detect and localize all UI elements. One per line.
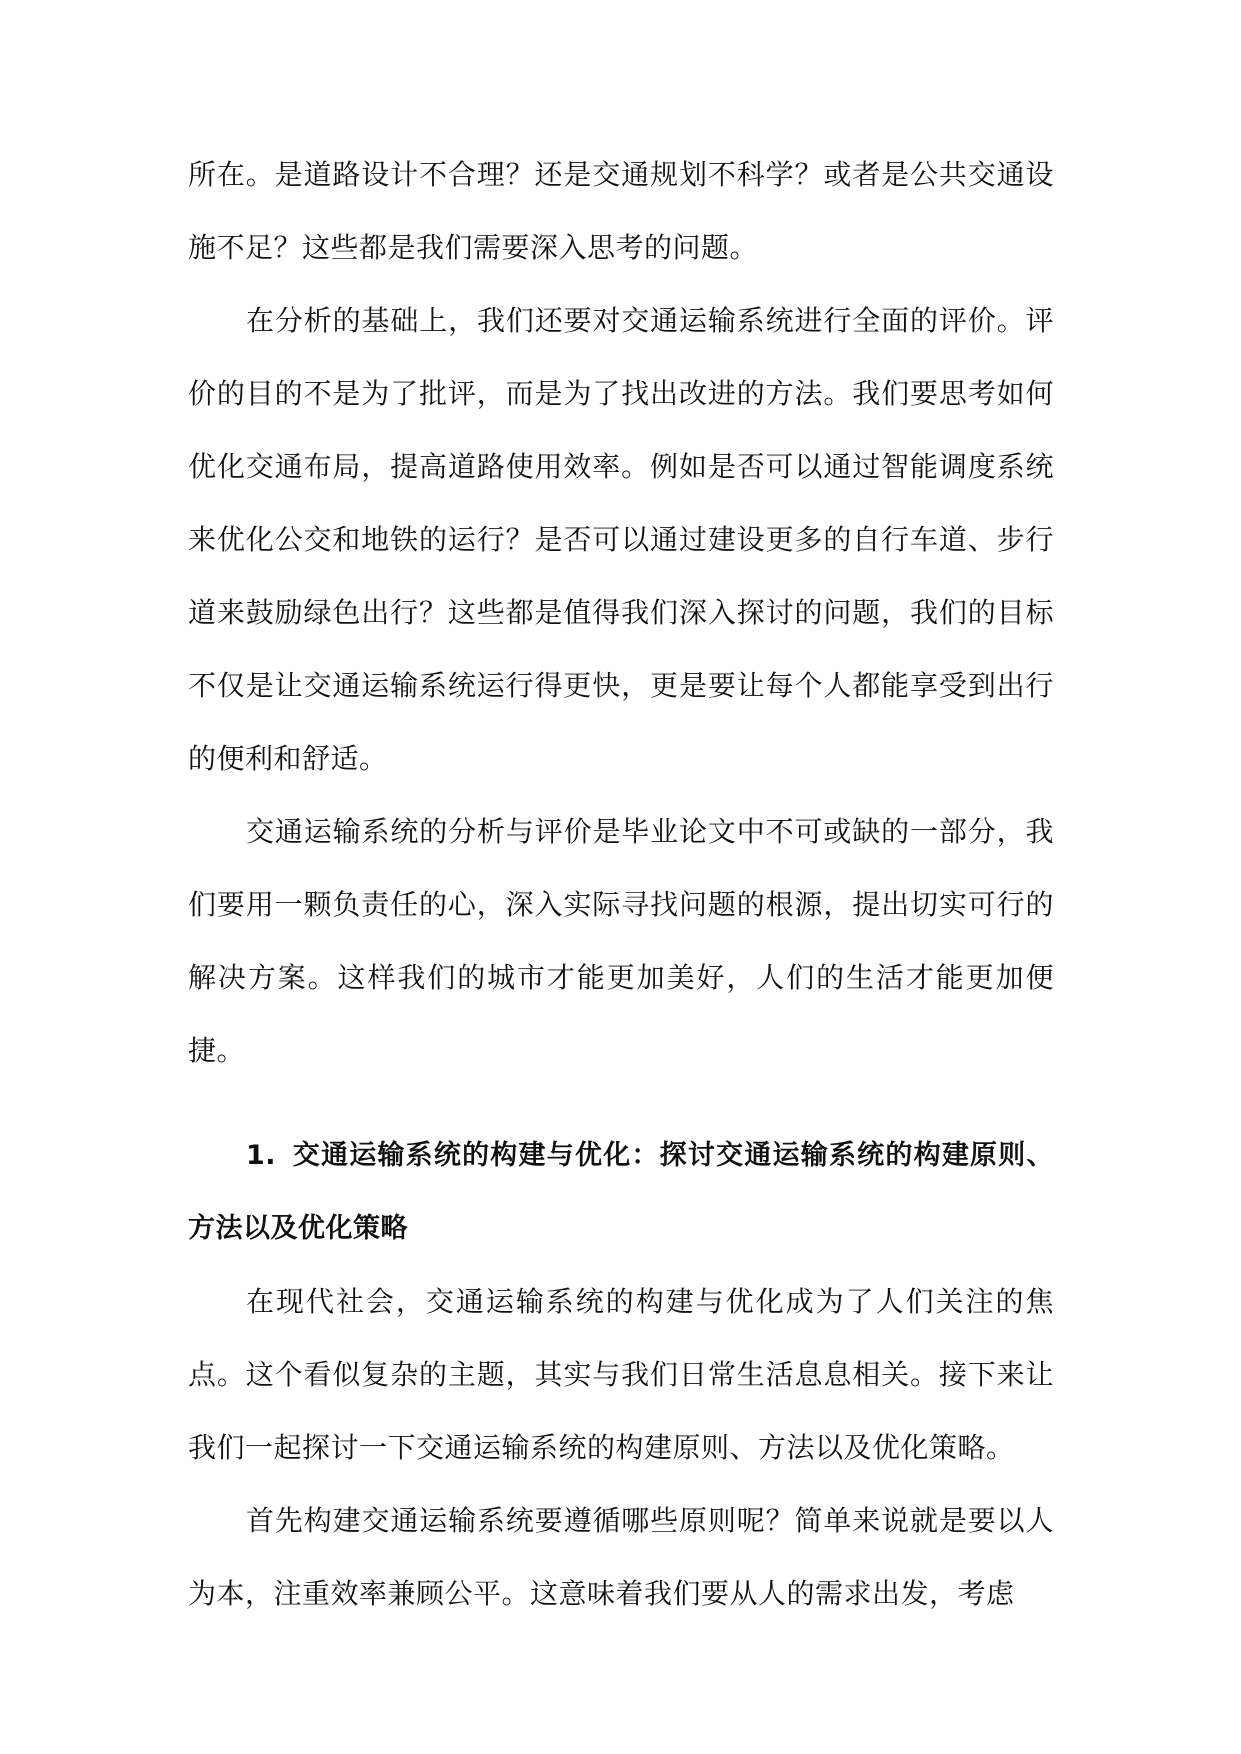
- section-title: 交通运输系统的构建与优化：探讨交通运输系统的构建原则、方法以及优化策略: [188, 1140, 1054, 1244]
- paragraph-conclusion: 交通运输系统的分析与评价是毕业论文中不可或缺的一部分，我们要用一颗负责任的心，深入实际寻找问题的根源，提出切实可行的解决方案。这样我们的城市才能更加美好，人们的生活才能更加便捷。: [188, 815, 1054, 1067]
- paragraph-intro: 在现代社会，交通运输系统的构建与优化成为了人们关注的焦点。这个看似复杂的主题，其实与我们日常生活息息相关。接下来让我们一起探讨一下交通运输系统的构建原则、方法以及优化策略。: [188, 1285, 1054, 1464]
- document-page: [188, 138, 1054, 1630]
- section-heading: [188, 1087, 1054, 1265]
- paragraph-evaluation: 在分析的基础上，我们还要对交通运输系统进行全面的评价。评价的目的不是为了批评，而是为了找出改进的方法。我们要思考如何优化交通布局，提高道路使用效率。例如是否可以通过智能调度系统来优化公交和地铁的运行？是否可以通过建设更多的自行车道、步行道来鼓励绿色出行？这些都是值得我们深入探讨的问题，我们的目标不仅是让交通运输系统运行得更快，更是要让每个人都能享受到出行的便利和舒适。: [188, 304, 1054, 775]
- section-number: 1.: [246, 1140, 277, 1171]
- paragraph-continuation: 所在。是道路设计不合理？还是交通规划不科学？或者是公共交通设施不足？这些都是我们需要深入思考的问题。: [188, 158, 1054, 264]
- paragraph-principles: 首先构建交通运输系统要遵循哪些原则呢？简单来说就是要以人为本，注重效率兼顾公平。这意味着我们要从人的需求出发，考虑: [188, 1504, 1054, 1610]
